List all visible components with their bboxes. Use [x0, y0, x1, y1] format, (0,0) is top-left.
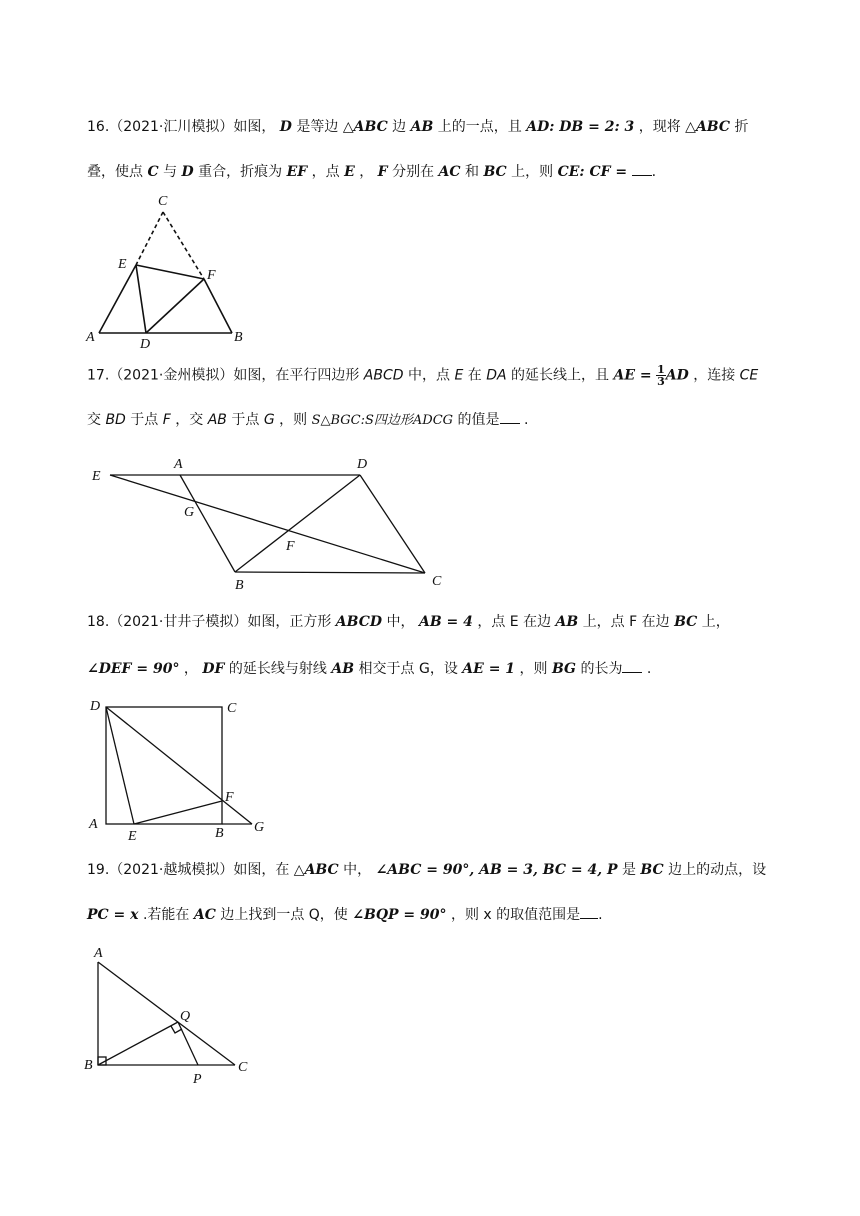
label-A: A: [94, 946, 103, 961]
text: 17.（2021·金州模拟）如图，在平行四边形: [87, 367, 360, 384]
text: ，交: [175, 412, 204, 428]
text: 的长为: [580, 661, 623, 677]
math: F: [162, 412, 171, 428]
text: 相交于点 G，设: [358, 661, 458, 677]
text: 的值是: [457, 412, 500, 428]
math: BC: [640, 862, 664, 878]
dashed-segment-CE: [136, 212, 163, 265]
label-A: A: [89, 817, 98, 832]
dashed-segment-CF: [163, 212, 204, 279]
segment-FB: [204, 279, 232, 333]
figure-19: [98, 962, 235, 1065]
text: ，点 E 在边: [477, 614, 552, 630]
segment-EF: [134, 801, 222, 824]
text: 边: [392, 119, 407, 135]
text: .若能在: [142, 907, 190, 923]
label-B: B: [235, 578, 244, 593]
label-D: D: [140, 337, 151, 352]
math: AB: [331, 661, 355, 677]
segment-EC: [110, 475, 425, 573]
text: 与: [163, 164, 178, 180]
math: E: [344, 164, 355, 180]
text: ，: [359, 164, 374, 180]
text: 中，: [343, 862, 372, 878]
label-B: B: [215, 826, 224, 841]
math: △ABC: [293, 862, 339, 878]
label-C: C: [432, 574, 442, 589]
math: D: [181, 164, 194, 180]
segment-FD: [146, 279, 204, 333]
text: 上的一点，且: [437, 119, 522, 135]
figure-17: [110, 475, 425, 573]
text: 上，点 F 在边: [582, 614, 670, 630]
math: G: [263, 412, 275, 428]
math: ABCD: [363, 367, 404, 384]
label-B: B: [234, 330, 243, 345]
math: △ABC: [685, 119, 731, 135]
text: 是等边: [296, 119, 339, 135]
segment-DC: [360, 475, 425, 573]
math: △ABC: [342, 119, 388, 135]
label-F: F: [207, 268, 216, 283]
text: .: [523, 412, 529, 428]
math: BC: [674, 614, 698, 630]
text: 分别在: [392, 164, 435, 180]
math: EF: [286, 164, 308, 180]
text: 上，则: [511, 164, 554, 180]
label-A: A: [86, 330, 95, 345]
math: AC: [193, 907, 216, 923]
math: AD: [665, 367, 689, 384]
math: DF: [202, 661, 225, 677]
label-B: B: [84, 1058, 93, 1073]
segment-DG: [106, 707, 252, 824]
text: 重合，折痕为: [198, 164, 283, 180]
math: E: [454, 367, 464, 384]
math: AB: [207, 412, 227, 428]
text: 16.（2021·汇川模拟）如图，: [87, 119, 276, 135]
segment-EF: [136, 265, 204, 279]
math: ∠ABC = 90°, AB = 3, BC = 4, P: [375, 862, 618, 878]
label-F: F: [286, 539, 295, 554]
denominator: 3: [657, 375, 665, 388]
segment-QP: [178, 1022, 198, 1065]
text: 中，: [386, 614, 415, 630]
text: 上，: [701, 614, 730, 630]
text: 的延长线与射线: [228, 661, 327, 677]
text: 叠，使点: [87, 164, 143, 180]
label-G: G: [184, 505, 195, 520]
segment-BQ: [98, 1022, 178, 1065]
text: 和: [465, 164, 479, 180]
math: AE = 1: [462, 661, 516, 677]
math: D: [279, 119, 292, 135]
square-ABCD: [106, 707, 222, 824]
text: .: [646, 661, 652, 677]
label-D: D: [357, 457, 368, 472]
segment-AC: [98, 962, 235, 1065]
math: ∠BQP = 90°: [352, 907, 447, 923]
text: 的延长线上，且: [511, 367, 610, 384]
label-F: F: [225, 790, 234, 805]
text: ，点: [311, 164, 340, 180]
math: ∠DEF = 90°: [87, 661, 180, 677]
text: .: [598, 907, 603, 923]
text: 折: [734, 119, 749, 135]
label-P: P: [193, 1072, 202, 1087]
text: .: [651, 164, 657, 180]
text: 边上找到一点 Q，使: [220, 907, 348, 923]
math: CE: [739, 367, 759, 384]
figure-18: [106, 707, 252, 824]
text: ，现将: [638, 119, 681, 135]
numerator: 1: [657, 363, 665, 376]
text: ，连接: [693, 367, 736, 384]
text: 边上的动点，设: [668, 862, 767, 878]
text: 交: [87, 412, 101, 428]
text: ，则: [519, 661, 548, 677]
math: PC = x: [87, 907, 139, 923]
math: AB: [410, 119, 434, 135]
label-Q: Q: [180, 1009, 191, 1024]
label-G: G: [254, 820, 265, 835]
label-D: D: [90, 699, 101, 714]
math: F: [377, 164, 388, 180]
text: 于点: [130, 412, 159, 428]
label-E: E: [118, 257, 127, 272]
label-C: C: [227, 701, 237, 716]
math: C: [147, 164, 159, 180]
text: 中，点: [408, 367, 450, 384]
figure-16-labels: [85, 194, 243, 352]
label-C: C: [238, 1060, 248, 1075]
math: AB: [555, 614, 579, 630]
text: ，则 x 的取值范围是: [450, 907, 581, 923]
text: 是: [621, 862, 636, 878]
math: S△BGC:S四边形ADCG: [311, 413, 454, 428]
math: BD: [105, 412, 126, 428]
label-C: C: [158, 194, 168, 209]
figure-18-labels: [88, 699, 264, 844]
label-E: E: [128, 829, 137, 844]
segment-ED: [136, 265, 146, 333]
math: BC: [483, 164, 507, 180]
math: AE =: [613, 367, 652, 384]
figure-19-labels: [84, 946, 248, 1087]
math: AC: [438, 164, 461, 180]
text: 在: [467, 367, 482, 384]
math: ABCD: [335, 614, 383, 630]
math: AD: DB = 2: 3: [526, 119, 635, 135]
segment-AE: [99, 265, 136, 333]
text: 于点: [231, 412, 260, 428]
text: 19.（2021·越城模拟）如图，在: [87, 862, 290, 878]
segment-AB: [180, 475, 235, 572]
segment-DE: [106, 707, 134, 824]
segment-BD: [235, 475, 360, 572]
text: ，: [183, 661, 198, 677]
text: ，则: [279, 412, 308, 428]
math: BG: [551, 661, 577, 677]
math: AB = 4: [418, 614, 473, 630]
math: DA: [486, 367, 507, 384]
label-A: A: [174, 457, 183, 472]
text: 18.（2021·甘井子模拟）如图，正方形: [87, 614, 332, 630]
segment-BC: [235, 572, 425, 573]
label-E: E: [92, 469, 101, 484]
math: CE: CF =: [557, 164, 628, 180]
